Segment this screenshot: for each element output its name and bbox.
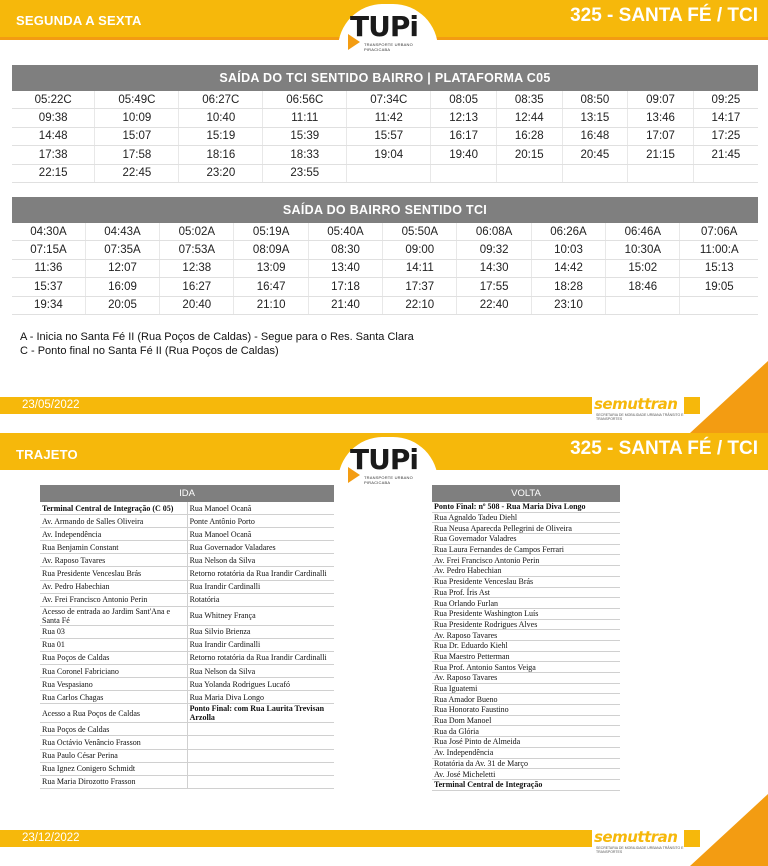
departure-time: 20:15 <box>496 146 562 164</box>
departure-time: 22:45 <box>95 164 179 182</box>
departure-time: 23:10 <box>531 296 605 314</box>
route-row <box>432 737 620 748</box>
street-name: Rua Governador Valadres <box>432 534 620 545</box>
departure-time: 12:44 <box>496 109 562 127</box>
departure-time: 18:46 <box>606 278 680 296</box>
departure-time: 15:13 <box>680 259 758 277</box>
departure-time: 09:32 <box>457 241 531 259</box>
departure-time: 12:13 <box>431 109 497 127</box>
departure-time: 09:07 <box>628 91 694 109</box>
departure-time: 09:38 <box>12 109 95 127</box>
departure-time <box>431 164 497 182</box>
departure-time: 19:05 <box>680 278 758 296</box>
route-row <box>40 638 334 651</box>
street-name: Rua Manoel Ocanã <box>187 528 334 541</box>
street-name: Av. Independência <box>40 528 187 541</box>
street-name: Rua Agnaldo Tadeu Diehl <box>432 512 620 523</box>
street-name: Rua Maria Dirozotto Frasson <box>40 775 187 788</box>
street-name: Rua Poços de Caldas <box>40 651 187 664</box>
departure-time: 21:15 <box>628 146 694 164</box>
street-name: Rua Whitney França <box>187 606 334 625</box>
departure-time: 08:30 <box>308 241 382 259</box>
departure-time: 10:40 <box>179 109 263 127</box>
departure-time: 21:40 <box>308 296 382 314</box>
street-name: Acesso a Rua Poços de Caldas <box>40 704 187 723</box>
route-title: 325 - SANTA FÉ / TCI <box>570 5 758 26</box>
route-row <box>432 758 620 769</box>
route-row <box>432 576 620 587</box>
departure-time: 04:30A <box>12 223 85 241</box>
street-name: Av. Raposo Tavares <box>432 630 620 641</box>
route-row <box>432 502 620 512</box>
route-row <box>432 747 620 758</box>
semuttran-logo-subtitle: SECRETARIA DE MOBILIDADE URBANA TRÂNSITO E TRANSPORTES <box>596 413 684 421</box>
street-name <box>187 723 334 736</box>
street-name: Terminal Central de Integração (C 05) <box>40 502 187 515</box>
street-name: Terminal Central de Integração <box>432 779 620 790</box>
street-name: Rotatória da Av. 31 de Março <box>432 758 620 769</box>
route-row <box>432 534 620 545</box>
departure-time: 04:43A <box>85 223 159 241</box>
tupi-logo-subtitle: TRANSPORTE URBANO PIRACICABA <box>364 42 413 52</box>
street-name: Rua Orlando Furlan <box>432 598 620 609</box>
street-name: Rua Prof. Íris Ast <box>432 587 620 598</box>
route-row <box>432 651 620 662</box>
street-name: Rua Maestro Petterman <box>432 651 620 662</box>
departure-time: 05:02A <box>160 223 234 241</box>
departure-time: 14:48 <box>12 127 95 145</box>
street-name: Rua Presidente Venceslau Brás <box>40 567 187 580</box>
departure-time <box>496 164 562 182</box>
departure-time: 14:42 <box>531 259 605 277</box>
street-name: Av. Independência <box>432 747 620 758</box>
footer-date: 23/05/2022 <box>22 399 80 411</box>
departure-time: 21:10 <box>234 296 308 314</box>
route-row <box>432 566 620 577</box>
departure-time: 13:40 <box>308 259 382 277</box>
schedule-row <box>12 259 758 277</box>
route-row <box>40 593 334 606</box>
corner-decoration <box>690 361 768 433</box>
departure-time: 16:27 <box>160 278 234 296</box>
schedule-row <box>12 278 758 296</box>
street-name: Retorno rotatória da Rua Irandir Cardinalli <box>187 651 334 664</box>
tupi-logo-subtitle: TRANSPORTE URBANO PIRACICABA <box>364 475 413 485</box>
departure-time: 22:10 <box>383 296 457 314</box>
schedule-row <box>12 127 758 145</box>
route-table-volta-title: VOLTA <box>432 485 620 502</box>
street-name: Rua Carlos Chagas <box>40 691 187 704</box>
street-name: Rua Presidente Rodrigues Alves <box>432 619 620 630</box>
street-name: Rua Prof. Antonio Santos Veiga <box>432 662 620 673</box>
departure-time: 18:16 <box>179 146 263 164</box>
route-row <box>40 723 334 736</box>
departure-time: 06:56C <box>263 91 347 109</box>
street-name: Rua 03 <box>40 625 187 638</box>
departure-time: 05:49C <box>95 91 179 109</box>
departure-time: 15:39 <box>263 127 347 145</box>
route-row <box>432 619 620 630</box>
street-name: Av. José Micheletti <box>432 769 620 780</box>
departure-time: 15:19 <box>179 127 263 145</box>
departure-time: 14:30 <box>457 259 531 277</box>
route-row <box>40 678 334 691</box>
street-name: Rua Silvio Brienza <box>187 625 334 638</box>
route-table-volta <box>432 485 620 791</box>
street-name: Rua Nelson da Silva <box>187 554 334 567</box>
departure-time: 18:28 <box>531 278 605 296</box>
semuttran-logo <box>592 394 684 420</box>
departure-time: 12:38 <box>160 259 234 277</box>
route-row <box>432 662 620 673</box>
route-table-ida <box>40 485 334 789</box>
semuttran-logo <box>592 827 684 853</box>
departure-time: 11:00:A <box>680 241 758 259</box>
semuttran-logo-text: semuttran <box>594 828 678 846</box>
street-name: Rua Irandir Cardinalli <box>187 638 334 651</box>
street-name: Av. Raposo Tavares <box>40 554 187 567</box>
route-row <box>40 651 334 664</box>
departure-time <box>628 164 694 182</box>
tupi-logo-text: TUPi <box>350 443 418 476</box>
departure-time: 15:57 <box>347 127 431 145</box>
route-row <box>40 736 334 749</box>
route-row <box>40 749 334 762</box>
departure-time: 05:22C <box>12 91 95 109</box>
street-name: Acesso de entrada ao Jardim Sant'Ana e Santa Fé <box>40 606 187 625</box>
street-name: Rua Laura Fernandes de Campos Ferrari <box>432 544 620 555</box>
route-row <box>40 528 334 541</box>
route-row <box>432 630 620 641</box>
tupi-arrow-icon <box>348 34 360 50</box>
route-row <box>432 673 620 684</box>
departure-time: 13:46 <box>628 109 694 127</box>
departure-time: 20:45 <box>562 146 628 164</box>
departure-time <box>693 164 758 182</box>
street-name: Rua da Glória <box>432 726 620 737</box>
street-name: Rua José Pinto de Almeida <box>432 737 620 748</box>
tupi-arrow-icon <box>348 467 360 483</box>
departure-time: 14:11 <box>383 259 457 277</box>
schedule-row <box>12 223 758 241</box>
departure-time: 18:33 <box>263 146 347 164</box>
departure-time: 06:26A <box>531 223 605 241</box>
street-name <box>187 749 334 762</box>
departure-time: 16:48 <box>562 127 628 145</box>
route-row <box>40 762 334 775</box>
departure-time: 10:30A <box>606 241 680 259</box>
departure-time <box>606 296 680 314</box>
departure-time: 05:19A <box>234 223 308 241</box>
footer-date: 23/12/2022 <box>22 832 80 844</box>
route-row <box>432 769 620 780</box>
departure-time: 21:45 <box>693 146 758 164</box>
departure-time: 20:05 <box>85 296 159 314</box>
schedule-notes <box>20 330 414 358</box>
street-name: Rua Dr. Eduardo Kiehl <box>432 640 620 651</box>
street-name: Rua Paulo César Perina <box>40 749 187 762</box>
route-row <box>40 567 334 580</box>
street-name: Rua Yolanda Rodrigues Lucafó <box>187 678 334 691</box>
departure-time: 11:42 <box>347 109 431 127</box>
departure-time <box>562 164 628 182</box>
departure-time: 11:36 <box>12 259 85 277</box>
header-section-label: TRAJETO <box>16 447 78 462</box>
tupi-logo-text: TUPi <box>350 10 418 43</box>
departure-time: 10:09 <box>95 109 179 127</box>
departure-time: 16:09 <box>85 278 159 296</box>
departure-time: 15:37 <box>12 278 85 296</box>
corner-decoration <box>690 794 768 866</box>
street-name: Av. Raposo Tavares <box>432 673 620 684</box>
street-name: Rua Dom Manoel <box>432 715 620 726</box>
departure-time: 23:20 <box>179 164 263 182</box>
route-row <box>40 554 334 567</box>
street-name: Rua Presidente Washington Luís <box>432 608 620 619</box>
route-row <box>432 640 620 651</box>
street-name: Av. Frei Francisco Antonio Perin <box>432 555 620 566</box>
route-row <box>432 608 620 619</box>
street-name: Rua Nelson da Silva <box>187 665 334 678</box>
departure-time: 16:47 <box>234 278 308 296</box>
route-row <box>40 704 334 723</box>
departure-time: 11:11 <box>263 109 347 127</box>
departure-time: 17:07 <box>628 127 694 145</box>
departure-time: 14:17 <box>693 109 758 127</box>
route-page <box>0 433 768 866</box>
departure-time: 17:58 <box>95 146 179 164</box>
street-name: Rua Poços de Caldas <box>40 723 187 736</box>
departure-time: 22:15 <box>12 164 95 182</box>
departure-time: 09:25 <box>693 91 758 109</box>
departure-table-bairro-title: SAÍDA DO BAIRRO SENTIDO TCI <box>12 197 758 223</box>
street-name: Av. Armando de Salles Oliveira <box>40 515 187 528</box>
route-row <box>40 541 334 554</box>
departure-time: 20:40 <box>160 296 234 314</box>
departure-table-bairro <box>12 197 758 315</box>
route-row <box>432 544 620 555</box>
route-row <box>432 726 620 737</box>
departure-time: 08:50 <box>562 91 628 109</box>
street-name <box>187 736 334 749</box>
route-row <box>40 665 334 678</box>
header-day-label: SEGUNDA A SEXTA <box>16 13 142 28</box>
route-row <box>432 587 620 598</box>
departure-table-tci-body <box>12 91 758 182</box>
street-name: Rua Neusa Aparecda Pellegrini de Oliveira <box>432 523 620 534</box>
schedule-row <box>12 296 758 314</box>
route-row <box>40 515 334 528</box>
schedule-row <box>12 241 758 259</box>
departure-time: 07:15A <box>12 241 85 259</box>
departure-time <box>347 164 431 182</box>
departure-time: 15:07 <box>95 127 179 145</box>
semuttran-logo-subtitle: SECRETARIA DE MOBILIDADE URBANA TRÂNSITO E TRANSPORTES <box>596 846 684 854</box>
street-name: Av. Pedro Habechian <box>432 566 620 577</box>
route-row <box>432 512 620 523</box>
street-name: Rua Iguatemi <box>432 683 620 694</box>
street-name: Ponto Final: com Rua Laurita Trevisan Arzolla <box>187 704 334 723</box>
street-name <box>187 775 334 788</box>
departure-time: 07:34C <box>347 91 431 109</box>
route-row <box>40 606 334 625</box>
schedule-row <box>12 146 758 164</box>
departure-time: 16:17 <box>431 127 497 145</box>
departure-time: 17:55 <box>457 278 531 296</box>
departure-time: 17:38 <box>12 146 95 164</box>
departure-time: 13:09 <box>234 259 308 277</box>
departure-time: 19:04 <box>347 146 431 164</box>
route-row <box>432 705 620 716</box>
street-name: Rua Amador Bueno <box>432 694 620 705</box>
schedule-row <box>12 91 758 109</box>
street-name: Rua Governador Valadares <box>187 541 334 554</box>
route-row <box>432 598 620 609</box>
departure-time: 23:55 <box>263 164 347 182</box>
route-row <box>40 502 334 515</box>
street-name: Rua Presidente Venceslau Brás <box>432 576 620 587</box>
route-row <box>432 555 620 566</box>
route-table-volta-body <box>432 502 620 790</box>
schedule-row <box>12 164 758 182</box>
street-name: Rua Maria Diva Longo <box>187 691 334 704</box>
departure-time: 09:00 <box>383 241 457 259</box>
departure-time: 22:40 <box>457 296 531 314</box>
street-name: Ponte Antônio Porto <box>187 515 334 528</box>
street-name: Av. Frei Francisco Antonio Perin <box>40 593 187 606</box>
route-row <box>40 691 334 704</box>
street-name: Rua Coronel Fabriciano <box>40 665 187 678</box>
departure-time: 05:40A <box>308 223 382 241</box>
departure-time <box>680 296 758 314</box>
route-title: 325 - SANTA FÉ / TCI <box>570 438 758 459</box>
departure-time: 19:40 <box>431 146 497 164</box>
departure-time: 13:15 <box>562 109 628 127</box>
route-table-ida-title: IDA <box>40 485 334 502</box>
street-name: Rua Octávio Venâncio Frasson <box>40 736 187 749</box>
departure-time: 19:34 <box>12 296 85 314</box>
route-row <box>40 580 334 593</box>
departure-time: 17:18 <box>308 278 382 296</box>
street-name: Rua Benjamin Constant <box>40 541 187 554</box>
departure-time: 06:46A <box>606 223 680 241</box>
departure-time: 07:53A <box>160 241 234 259</box>
departure-time: 07:35A <box>85 241 159 259</box>
departure-time: 15:02 <box>606 259 680 277</box>
note-a: A - Inicia no Santa Fé II (Rua Poços de Caldas) - Segue para o Res. Santa Clara <box>20 331 414 343</box>
street-name: Rotatória <box>187 593 334 606</box>
departure-table-tci-title: SAÍDA DO TCI SENTIDO BAIRRO | PLATAFORMA C05 <box>12 65 758 91</box>
route-row <box>432 523 620 534</box>
departure-time: 08:05 <box>431 91 497 109</box>
departure-time: 17:25 <box>693 127 758 145</box>
street-name: Rua Ignez Conigero Schmidt <box>40 762 187 775</box>
route-row <box>432 779 620 790</box>
departure-time: 05:50A <box>383 223 457 241</box>
route-row <box>432 683 620 694</box>
street-name: Rua Manoel Ocanã <box>187 502 334 515</box>
departure-time: 08:09A <box>234 241 308 259</box>
street-name: Rua 01 <box>40 638 187 651</box>
departure-table-bairro-body <box>12 223 758 314</box>
departure-time: 16:28 <box>496 127 562 145</box>
route-table-ida-body <box>40 502 334 788</box>
departure-time: 12:07 <box>85 259 159 277</box>
street-name: Rua Honorato Faustino <box>432 705 620 716</box>
schedule-row <box>12 109 758 127</box>
departure-table-tci <box>12 65 758 183</box>
semuttran-logo-text: semuttran <box>594 395 678 413</box>
departure-time: 17:37 <box>383 278 457 296</box>
note-c: C - Ponto final no Santa Fé II (Rua Poços de Caldas) <box>20 345 279 357</box>
street-name: Ponto Final: nº 508 - Rua Maria Diva Longo <box>432 502 620 512</box>
street-name <box>187 762 334 775</box>
street-name: Rua Irandir Cardinalli <box>187 580 334 593</box>
street-name: Rua Vespasiano <box>40 678 187 691</box>
route-row <box>432 694 620 705</box>
departure-time: 06:08A <box>457 223 531 241</box>
street-name: Av. Pedro Habechian <box>40 580 187 593</box>
departure-time: 07:06A <box>680 223 758 241</box>
route-row <box>40 775 334 788</box>
route-row <box>432 715 620 726</box>
departure-time: 08:35 <box>496 91 562 109</box>
departure-time: 06:27C <box>179 91 263 109</box>
departure-time: 10:03 <box>531 241 605 259</box>
route-row <box>40 625 334 638</box>
street-name: Retorno rotatória da Rua Irandir Cardinalli <box>187 567 334 580</box>
